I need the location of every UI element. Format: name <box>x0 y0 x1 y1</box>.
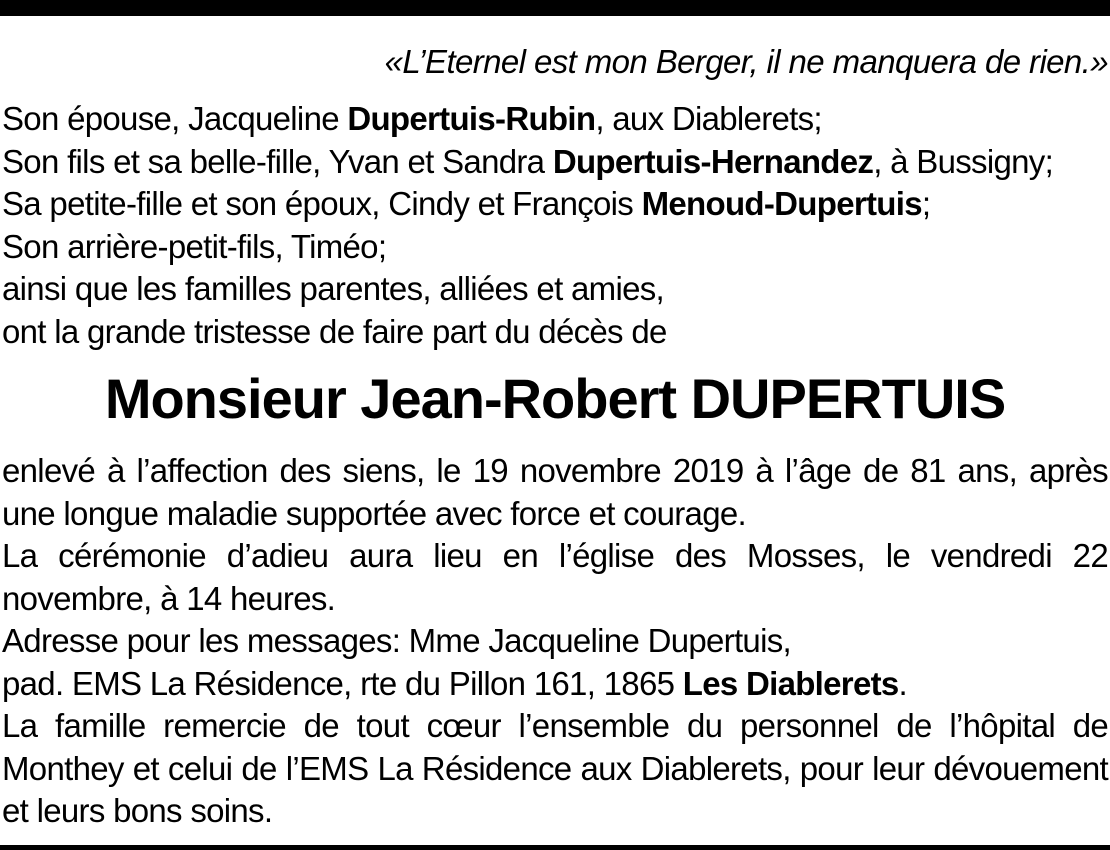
thanks-paragraph: La famille remercie de tout cœur l’ensemble du personnel de l’hôpital de Monthey et celui de l’EMS La Résidence aux Diablerets, pour leur dévouement et leurs bons soins. <box>2 707 1108 829</box>
announcement-intro: ont la grande tristesse de faire part du décès de <box>2 312 667 350</box>
deceased-name-heading: Monsieur Jean-Robert DUPERTUIS <box>104 367 1006 430</box>
family-announcement <box>2 98 1108 353</box>
obituary-details <box>2 450 1108 833</box>
family-line-great-grandson: Son arrière-petit-fils, Timéo; <box>2 227 387 265</box>
death-info-paragraph: enlevé à l’affection des siens, le 19 novembre 2019 à l’âge de 81 ans, après une longue maladie supportée avec force et courage. <box>2 452 1108 532</box>
family-line-wife: Son épouse, Jacqueline Dupertuis-Rubin, aux Diablerets; <box>2 100 822 137</box>
surname-bold: Dupertuis-Hernandez <box>552 142 874 180</box>
top-border-rule <box>0 0 1110 16</box>
ceremony-paragraph: La cérémonie d’adieu aura lieu en l’église des Mosses, le vendredi 22 novembre, à 14 heures. <box>2 537 1108 617</box>
address-line-1: Adresse pour les messages: Mme Jacqueline Dupertuis, <box>2 622 791 659</box>
address-line-2: pad. EMS La Résidence, rte du Pillon 161, 1865 Les Diablerets. <box>2 664 908 702</box>
surname-bold: Menoud-Dupertuis <box>641 185 922 222</box>
family-line-relatives: ainsi que les familles parentes, alliées et amies, <box>2 270 665 307</box>
locality-bold: Les Diablerets <box>682 664 899 702</box>
family-line-son: Son fils et sa belle-fille, Yvan et Sandra Dupertuis-Hernandez, à Bussigny; <box>2 142 1054 180</box>
surname-bold: Dupertuis-Rubin <box>347 100 596 137</box>
family-line-granddaughter: Sa petite-fille et son époux, Cindy et François Menoud-Dupertuis; <box>2 185 931 222</box>
bottom-border-rule <box>0 845 1110 850</box>
epigraph-quote: «L’Eternel est mon Berger, il ne manquera de rien.» <box>384 43 1108 80</box>
